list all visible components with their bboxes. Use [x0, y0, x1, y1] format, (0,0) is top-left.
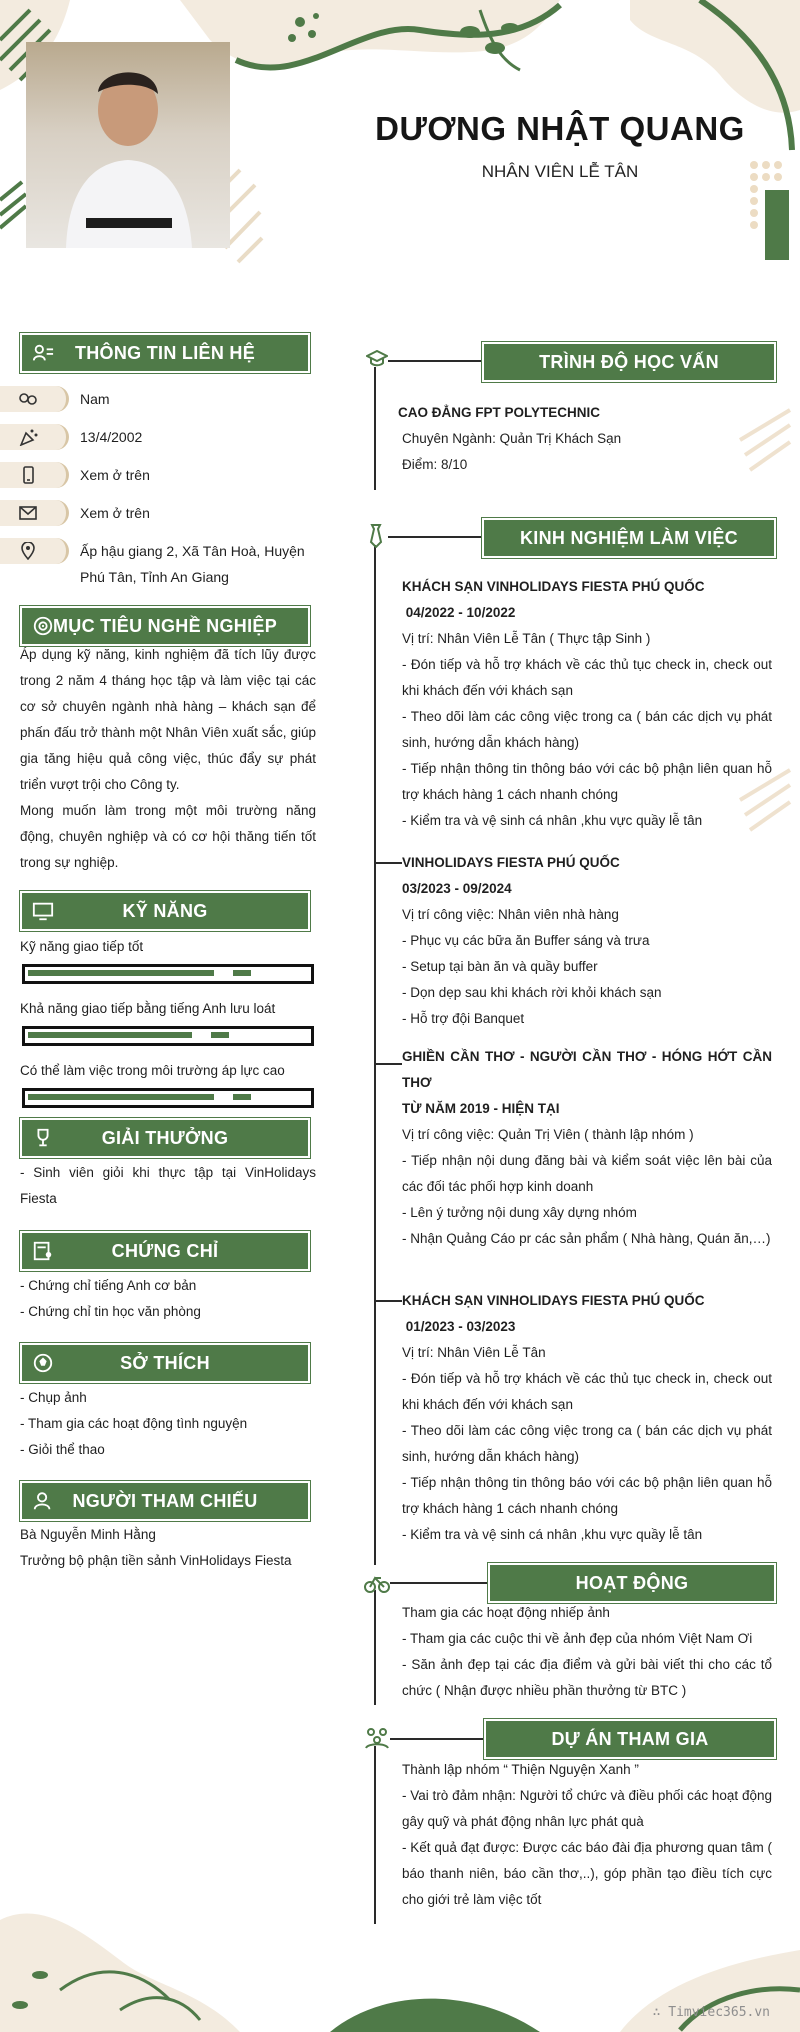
- project-item: - Kết quả đạt được: Được các báo đài địa phương quan tâm ( báo thanh niên, báo cần thơ,..), góp phần tạo điều tích cực cho giới trẻ làm việc tốt: [402, 1840, 772, 1907]
- timeline-line: [374, 545, 376, 1565]
- job-period: TỪ NĂM 2019 - HIỆN TẠI: [402, 1101, 560, 1116]
- contact-title: THÔNG TIN LIÊN HỆ: [74, 342, 256, 363]
- job-duty: - Theo dõi làm các công việc trong ca ( bán các dịch vụ phát sinh, hướng dẫn khách hàng): [402, 1423, 772, 1464]
- job-duty: - Nhận Quảng Cáo pr các sản phẩm ( Nhà hàng, Quán ăn,…): [402, 1231, 771, 1246]
- graduation-cap-icon: [366, 350, 388, 370]
- skill-label: Khả năng giao tiếp bằng tiếng Anh lưu loát: [20, 1001, 276, 1016]
- hobby-item: - Giỏi thể thao: [20, 1442, 105, 1457]
- job-company: GHIỀN CẦN THƠ - NGƯỜI CẦN THƠ - HÓNG HỚT CẦN THƠ: [402, 1049, 772, 1090]
- certificate-icon: [32, 1240, 54, 1262]
- skill-bar-fill: [28, 970, 214, 976]
- timeline-line: [374, 1746, 376, 1924]
- team-icon: [364, 1726, 390, 1750]
- skill-bar-accent: [233, 1094, 251, 1100]
- hobby-item: - Tham gia các hoạt động tình nguyện: [20, 1416, 248, 1431]
- experience-title: KINH NGHIỆM LÀM VIỆC: [519, 527, 738, 548]
- project-item: - Vai trò đảm nhận: Người tổ chức và điều phối các hoạt động gây quỹ và phát động nhân lực phát quà: [402, 1788, 772, 1829]
- skill-label: Có thể làm việc trong môi trường áp lực cao: [20, 1063, 285, 1078]
- skill-bar-accent: [211, 1032, 229, 1038]
- target-icon: [32, 615, 54, 637]
- mail-icon: [18, 504, 38, 522]
- job-position: Vị trí: Nhân Viên Lễ Tân: [402, 1345, 546, 1360]
- phone-value: Xem ở trên: [80, 467, 150, 483]
- skill-label: Kỹ năng giao tiếp tốt: [20, 939, 144, 954]
- job-company: KHÁCH SẠN VINHOLIDAYS FIESTA PHÚ QUỐC: [402, 1293, 705, 1308]
- skill-bar: [22, 1088, 314, 1108]
- contact-card-icon: [32, 342, 54, 364]
- candidate-name: DƯƠNG NHẬT QUANG: [375, 110, 745, 147]
- bicycle-icon: [364, 1570, 390, 1594]
- address-tab: [0, 538, 69, 564]
- job-duty: - Kiểm tra và vệ sinh cá nhân ,khu vực quầy lễ tân: [402, 813, 703, 828]
- reference-section-header: [22, 1483, 308, 1519]
- job-period: 04/2022 - 10/2022: [402, 605, 516, 620]
- timeline-line: [374, 1590, 376, 1705]
- address-line-2: Phú Tân, Tỉnh An Giang: [80, 569, 229, 585]
- job-company: KHÁCH SẠN VINHOLIDAYS FIESTA PHÚ QUỐC: [402, 579, 705, 594]
- activities-title: HOẠT ĐỘNG: [575, 1572, 689, 1593]
- connector-line: [374, 1300, 402, 1302]
- connector-line: [388, 360, 484, 362]
- reference-position: Trưởng bộ phận tiền sảnh VinHolidays Fiesta: [20, 1553, 292, 1568]
- job-duty: - Theo dõi làm các công việc trong ca ( bán các dịch vụ phát sinh, hướng dẫn khách hàng): [402, 709, 772, 750]
- awards-section-header: [22, 1120, 308, 1156]
- certificates-section-header: [22, 1233, 308, 1269]
- connector-line: [374, 1063, 402, 1065]
- job-duty: - Dọn dẹp sau khi khách rời khỏi khách sạn: [402, 985, 662, 1000]
- connector-line: [388, 536, 484, 538]
- party-popper-icon: [18, 428, 38, 446]
- experience-section-header: [484, 520, 774, 556]
- job-duty: - Tiếp nhận thông tin thông báo với các bộ phận liên quan hỗ trợ khách hàng 1 cách nhanh chóng: [402, 1475, 772, 1516]
- skill-bar-accent: [233, 970, 251, 976]
- school-name: CAO ĐẲNG FPT POLYTECHNIC: [398, 405, 601, 420]
- skill-bar: [22, 964, 314, 984]
- objective-paragraph-1: Áp dụng kỹ năng, kinh nghiệm đã tích lũy được trong 2 năm 4 tháng học tập và làm việc tại các cơ sở chuyên ngành nhà hàng – khách sạn để phấn đấu trở thành một Nhân Viên xuất sắc, giúp gia tăng hiệu quả công việc, thúc đẩy sự phát triển vượt trội cho Công ty.: [20, 647, 316, 792]
- connector-line: [390, 1738, 486, 1740]
- education-score: Điểm: 8/10: [402, 457, 468, 472]
- certificates-title: CHỨNG CHỈ: [111, 1240, 219, 1261]
- job-duty: - Kiểm tra và vệ sinh cá nhân ,khu vực quầy lễ tân: [402, 1527, 703, 1542]
- watermark: ∴ Timviec365.vn: [652, 2005, 770, 2020]
- candidate-role: NHÂN VIÊN LỄ TÂN: [481, 162, 639, 181]
- job-duty: - Setup tại bàn ăn và quầy buffer: [402, 959, 598, 974]
- job-position: Vị trí công việc: Nhân viên nhà hàng: [402, 907, 619, 922]
- objective-paragraph-2: Mong muốn làm trong một môi trường năng động, chuyên nghiệp và có cơ hội thăng tiến tốt trong sự nghiệp.: [20, 803, 316, 870]
- profile-photo: [26, 42, 230, 248]
- award-item: - Sinh viên giỏi khi thực tập tại VinHolidays Fiesta: [20, 1165, 316, 1206]
- objective-section-header: [22, 608, 308, 644]
- skill-bar: [22, 1026, 314, 1046]
- reference-title: NGƯỜI THAM CHIẾU: [72, 1490, 258, 1511]
- objective-title: MỤC TIÊU NGHỀ NGHIỆP: [52, 615, 277, 636]
- phone-tab: [0, 462, 69, 488]
- user-icon: [32, 1490, 54, 1512]
- contact-section-header: [22, 335, 308, 371]
- job-duty: - Đón tiếp và hỗ trợ khách về các thủ tục check in, check out khi khách đến với khách sạn: [402, 1371, 772, 1412]
- ball-icon: [32, 1352, 54, 1374]
- reference-name: Bà Nguyễn Minh Hằng: [20, 1527, 156, 1542]
- certificate-item: - Chứng chỉ tin học văn phòng: [20, 1304, 201, 1319]
- skills-section-header: [22, 893, 308, 929]
- trophy-icon: [32, 1127, 54, 1149]
- awards-title: GIẢI THƯỞNG: [101, 1127, 229, 1148]
- education-section-header: [484, 344, 774, 380]
- watermark-text: Timviec365.vn: [668, 2005, 770, 2020]
- activity-intro: Tham gia các hoạt động nhiếp ảnh: [402, 1605, 610, 1620]
- projects-title: DỰ ÁN THAM GIA: [551, 1728, 709, 1749]
- connector-line: [374, 862, 402, 864]
- skill-bar-fill: [28, 1094, 214, 1100]
- certificate-item: - Chứng chỉ tiếng Anh cơ bản: [20, 1278, 197, 1293]
- hobbies-title: SỞ THÍCH: [120, 1352, 210, 1373]
- connector-line: [390, 1582, 490, 1584]
- birthday-value: 13/4/2002: [80, 429, 143, 445]
- person-silhouette-icon: [26, 42, 230, 248]
- address-line-1: Ấp hậu giang 2, Xã Tân Hoà, Huyện: [80, 543, 305, 559]
- gender-tab: [0, 386, 69, 412]
- monitor-icon: [32, 900, 54, 922]
- hobby-item: - Chụp ảnh: [20, 1390, 87, 1405]
- email-tab: [0, 500, 69, 526]
- projects-section-header: [486, 1721, 774, 1757]
- activity-item: - Tham gia các cuộc thi về ảnh đẹp của nhóm Việt Nam Ơi: [402, 1631, 753, 1646]
- job-duty: - Lên ý tưởng nội dung xây dựng nhóm: [402, 1205, 637, 1220]
- job-period: 01/2023 - 03/2023: [402, 1319, 516, 1334]
- job-duty: - Hỗ trợ đội Banquet: [402, 1011, 525, 1026]
- tie-icon: [366, 524, 386, 548]
- job-duty: - Tiếp nhận nội dung đăng bài và kiểm soát việc lên bài của các đối tác phối hợp kinh doanh: [402, 1153, 772, 1194]
- location-pin-icon: [18, 542, 38, 560]
- project-intro: Thành lập nhóm “ Thiện Nguyện Xanh ”: [402, 1762, 639, 1777]
- skill-bar-fill: [28, 1032, 192, 1038]
- job-duty: - Tiếp nhận thông tin thông báo với các bộ phận liên quan hỗ trợ khách hàng 1 cách nhanh chóng: [402, 761, 772, 802]
- job-company: VINHOLIDAYS FIESTA PHÚ QUỐC: [402, 855, 620, 870]
- skills-title: KỸ NĂNG: [122, 900, 208, 921]
- phone-icon: [18, 466, 38, 484]
- job-position: Vị trí công việc: Quản Trị Viên ( thành lập nhóm ): [402, 1127, 694, 1142]
- hobbies-section-header: [22, 1345, 308, 1381]
- gender-value: Nam: [80, 391, 110, 407]
- job-period: 03/2023 - 09/2024: [402, 881, 512, 896]
- education-title: TRÌNH ĐỘ HỌC VẤN: [539, 351, 719, 372]
- timeline-line: [374, 367, 376, 490]
- gender-icon: [18, 390, 38, 408]
- education-major: Chuyên Ngành: Quản Trị Khách Sạn: [402, 431, 622, 446]
- job-duty: - Phục vụ các bữa ăn Buffer sáng và trưa: [402, 933, 650, 948]
- email-value: Xem ở trên: [80, 505, 150, 521]
- birthday-tab: [0, 424, 69, 450]
- activities-section-header: [490, 1565, 774, 1601]
- job-position: Vị trí: Nhân Viên Lễ Tân ( Thực tập Sinh ): [402, 631, 651, 646]
- job-duty: - Đón tiếp và hỗ trợ khách về các thủ tục check in, check out khi khách đến với khách sạn: [402, 657, 772, 698]
- activity-item: - Săn ảnh đẹp tại các địa điểm và gửi bài viết thi cho các tổ chức ( Nhận được nhiều phần thưởng từ BTC ): [402, 1657, 772, 1698]
